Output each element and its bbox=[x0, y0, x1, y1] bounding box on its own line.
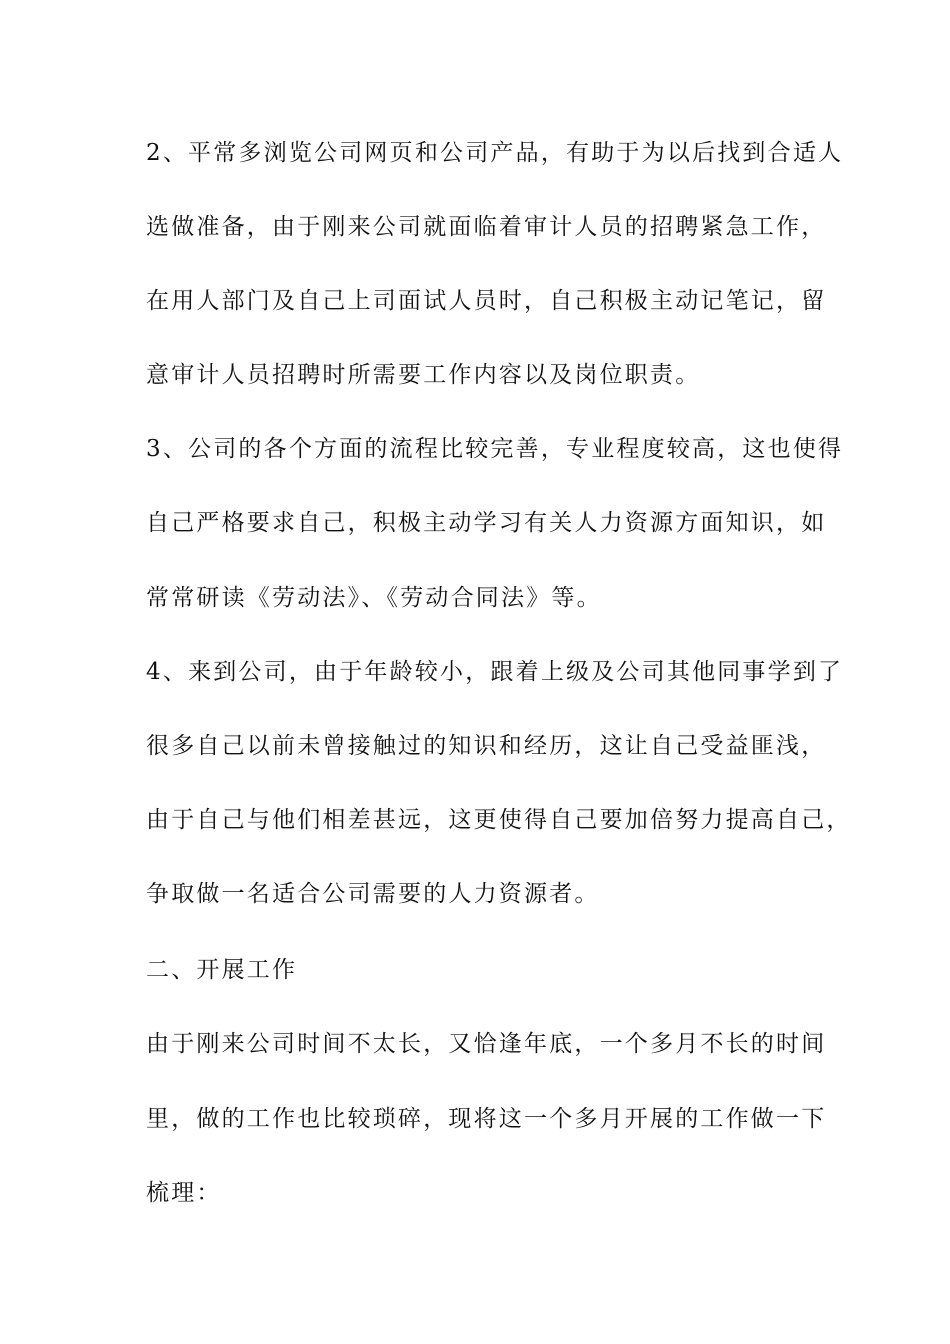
paragraph-line: 在用人部门及自己上司面试人员时，自己积极主动记笔记，留 bbox=[146, 288, 827, 314]
paragraph-line: 很多自己以前未曾接触过的知识和经历，这让自己受益匪浅， bbox=[146, 733, 827, 759]
paragraph-line: 常常研读《劳动法》、《劳动合同法》等。 bbox=[146, 585, 602, 611]
paragraph-line: 争取做一名适合公司需要的人力资源者。 bbox=[146, 881, 600, 907]
paragraph-line: 3、公司的各个方面的流程比较完善，专业程度较高，这也使得 bbox=[146, 436, 844, 462]
paragraph-line: 里，做的工作也比较琐碎，现将这一个多月开展的工作做一下 bbox=[146, 1106, 827, 1132]
paragraph-line: 梳理： bbox=[146, 1180, 222, 1206]
paragraph-line: 意审计人员招聘时所需要工作内容以及岗位职责。 bbox=[146, 362, 701, 388]
paragraph-line: 选做准备，由于刚来公司就面临着审计人员的招聘紧急工作， bbox=[146, 214, 827, 240]
section-heading: 二、开展工作 bbox=[146, 957, 298, 983]
paragraph-line: 4、来到公司，由于年龄较小，跟着上级及公司其他同事学到了 bbox=[146, 659, 844, 685]
paragraph-line: 由于刚来公司时间不太长，又恰逢年底，一个多月不长的时间 bbox=[146, 1031, 827, 1057]
paragraph-line: 自己严格要求自己，积极主动学习有关人力资源方面知识，如 bbox=[146, 510, 827, 536]
paragraph-line: 2、平常多浏览公司网页和公司产品，有助于为以后找到合适人 bbox=[146, 140, 844, 166]
paragraph-line: 由于自己与他们相差甚远，这更使得自己要加倍努力提高自己， bbox=[146, 807, 852, 833]
